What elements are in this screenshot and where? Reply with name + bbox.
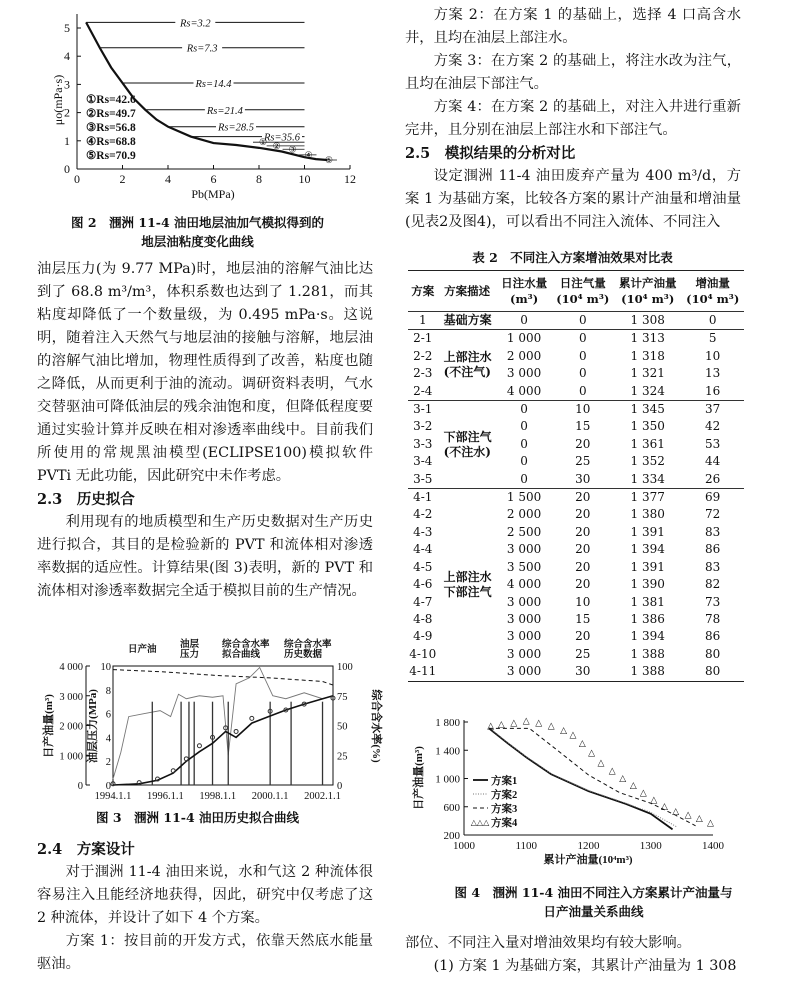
figure-3-caption: 图 3 涠洲 11-4 油田历史拟合曲线 bbox=[95, 810, 300, 825]
table-cell: 0 bbox=[520, 454, 528, 469]
cell-scheme: 2-3 bbox=[413, 366, 433, 381]
legend-entry: 油层压力 bbox=[180, 640, 200, 660]
table-cell: 0 bbox=[578, 383, 587, 398]
table-cell: 1 381 bbox=[630, 594, 665, 609]
x-tick-label: 6 bbox=[210, 172, 217, 186]
y-tick-label: 4 bbox=[64, 49, 70, 64]
series-4-point: △ bbox=[510, 717, 518, 728]
section-heading-2-4: 2.4 方案设计 bbox=[37, 841, 135, 858]
table-cell: 25 bbox=[575, 646, 591, 661]
x-tick-label: 1100 bbox=[515, 840, 538, 852]
cell-description: 基础方案 bbox=[438, 312, 497, 330]
table-cell: 20 bbox=[575, 577, 591, 592]
table-cell: 20 bbox=[575, 542, 591, 557]
table-cell: 20 bbox=[575, 629, 591, 644]
figure-4-chart bbox=[400, 700, 787, 870]
table-cell: 0 bbox=[551, 330, 614, 348]
series-4-point: △ bbox=[619, 772, 627, 783]
cell-scheme: 3-5 bbox=[413, 471, 433, 486]
cell-scheme: 3-4 bbox=[413, 454, 433, 469]
table-cell: 3 000 bbox=[506, 542, 542, 557]
section-heading-2-5: 2.5 模拟结果的分析对比 bbox=[405, 145, 576, 162]
table-cell: 15 bbox=[575, 611, 591, 626]
curve-marker: ② bbox=[272, 140, 281, 151]
legend-entry: 方案1 bbox=[491, 776, 518, 787]
table-cell: 82 bbox=[705, 577, 721, 592]
table-cell: 10 bbox=[551, 401, 614, 419]
table-cell: 83 bbox=[705, 559, 721, 574]
table-cell: 13 bbox=[705, 366, 721, 381]
legend-entry: 方案4 bbox=[491, 818, 518, 829]
table-cell: 1 500 bbox=[497, 489, 552, 507]
series-方案3 bbox=[489, 728, 696, 825]
figure-2-chart bbox=[0, 0, 395, 212]
table-cell: 1 394 bbox=[630, 629, 665, 644]
legend-entry: 综合含水率拟合曲线 bbox=[222, 640, 270, 660]
table-cell: 0 bbox=[520, 419, 528, 434]
column-header: 日注水量 (m³) bbox=[501, 276, 548, 306]
y-tick-label-right: 100 bbox=[337, 662, 353, 673]
cell-scheme: 3-1 bbox=[408, 401, 438, 419]
body-paragraph: 利用现有的地质模型和生产历史数据对生产历史进行拟合，其目的是检验新的 PVT 和流体相对渗透率数据的适应性。计算结果(图 3)表明，新的 PVT 和流体相对渗透率数据完全适于模拟目前的生产情况。 bbox=[37, 514, 373, 599]
y-tick-label-mid: 2 bbox=[105, 757, 111, 769]
body-paragraph: 对于涠洲 11-4 油田来说，水和气这 2 种流体很容易注入且能经济地获得，因此，研究中仅考虑了这 2 种流体，并设计了如下 4 个方案。 bbox=[37, 864, 373, 926]
table-cell: 73 bbox=[705, 594, 721, 609]
y-tick-label-mid: 10 bbox=[100, 662, 111, 673]
cell-scheme: 2-2 bbox=[413, 348, 433, 363]
table-cell: 2 000 bbox=[506, 507, 542, 522]
table-cell: 1 391 bbox=[630, 559, 665, 574]
column-header: 日注气量 (10⁴ m³) bbox=[556, 276, 610, 306]
table-cell: 30 bbox=[575, 471, 591, 486]
figure-3-chart bbox=[0, 638, 395, 808]
series-4-point: △ bbox=[487, 720, 495, 731]
x-tick-label: 2002.1.1 bbox=[304, 791, 341, 802]
cell-scheme: 4-7 bbox=[413, 594, 433, 609]
table-cell: 1 318 bbox=[630, 348, 665, 363]
table-row bbox=[408, 330, 744, 348]
table-cell: 1 350 bbox=[630, 419, 665, 434]
cell-description: 下部注气 (不注水) bbox=[438, 401, 497, 489]
table-cell: 20 bbox=[575, 524, 591, 539]
table-cell: 1 308 bbox=[614, 312, 681, 330]
series-4-point: △ bbox=[522, 715, 530, 726]
rs-label: Rs=35.6 bbox=[264, 132, 300, 144]
y-tick-label-mid: 6 bbox=[105, 709, 111, 721]
cell-scheme: 4-10 bbox=[409, 646, 437, 661]
table-row bbox=[408, 401, 744, 419]
table-cell: 4 000 bbox=[506, 383, 542, 398]
figure-2-caption bbox=[0, 213, 395, 251]
cell-scheme: 4-9 bbox=[413, 629, 433, 644]
body-paragraph: 方案 2：在方案 1 的基础上，选择 4 口高含水井，且均在油层上部注水。 bbox=[405, 7, 741, 46]
series-4-point: △ bbox=[629, 779, 637, 790]
table-cell: 5 bbox=[681, 330, 744, 348]
table-cell: 3 000 bbox=[506, 611, 542, 626]
table-cell: 53 bbox=[705, 436, 721, 451]
y-tick-label-right: 0 bbox=[337, 781, 343, 792]
legend-entry: ⑤Rs=70.9 bbox=[86, 150, 136, 162]
table-cell: 42 bbox=[705, 419, 721, 434]
cell-scheme: 4-5 bbox=[413, 559, 433, 574]
table-cell: 78 bbox=[705, 611, 721, 626]
table-cell: 16 bbox=[705, 383, 721, 398]
body-paragraph: 部位、不同注入量对增油效果均有较大影响。 bbox=[405, 935, 691, 951]
curve-marker: ④ bbox=[304, 149, 313, 160]
table-cell: 0 bbox=[681, 312, 744, 330]
column-header: 方案 bbox=[411, 284, 435, 298]
table-cell: 1 321 bbox=[630, 366, 665, 381]
pressure-line bbox=[113, 670, 333, 685]
caption-line: 图 4 涠洲 11-4 油田不同注入方案累计产油量与 bbox=[454, 885, 733, 900]
y-tick-label-left: 4 000 bbox=[59, 662, 83, 673]
table-cell: 1 377 bbox=[614, 489, 681, 507]
table-cell: 1 334 bbox=[630, 471, 665, 486]
watercut-history-point bbox=[197, 744, 201, 748]
cell-scheme: 4-3 bbox=[413, 524, 433, 539]
body-paragraph: 方案 3：在方案 2 的基础上，将注水改为注气，且均在油层下部注气。 bbox=[405, 53, 741, 92]
table-cell: 0 bbox=[578, 348, 587, 363]
rs-label: Rs=21.4 bbox=[206, 105, 243, 117]
y-tick-label-left: 1 000 bbox=[59, 751, 83, 763]
column-header: 增油量 (10⁴ m³) bbox=[686, 276, 740, 306]
table-cell: 1 380 bbox=[630, 507, 665, 522]
body-paragraph: (1) 方案 1 为基础方案，其累计产油量为 1 308 bbox=[433, 958, 737, 974]
table-cell: 25 bbox=[575, 454, 591, 469]
table-cell: 1 388 bbox=[630, 646, 665, 661]
caption-line: 地层油粘度变化曲线 bbox=[141, 234, 254, 249]
table-cell: 3 000 bbox=[506, 629, 542, 644]
cell-scheme: 2-1 bbox=[408, 330, 438, 348]
body-paragraph: 方案 4：在方案 2 的基础上，对注入井进行重新完井，且分别在油层上部注水和下部注气。 bbox=[405, 99, 741, 138]
cell-description: 上部注水 下部注气 bbox=[438, 489, 497, 681]
table-cell: 86 bbox=[705, 629, 721, 644]
legend-entry: ③Rs=56.8 bbox=[86, 122, 136, 134]
legend-entry: ②Rs=49.7 bbox=[86, 108, 136, 120]
y-tick-label-left: 3 000 bbox=[59, 691, 83, 703]
series-4-point: △ bbox=[535, 717, 543, 728]
y-tick-label-right: 50 bbox=[337, 721, 348, 733]
table-cell: 80 bbox=[705, 664, 721, 679]
plot-frame bbox=[113, 666, 333, 785]
legend-entry: 方案2 bbox=[491, 790, 518, 801]
x-tick-label: 2 bbox=[119, 172, 126, 186]
y-tick-label-right: 25 bbox=[337, 751, 348, 763]
table-cell: 2 000 bbox=[506, 348, 542, 363]
table-cell: 86 bbox=[705, 542, 721, 557]
x-axis-label: Pb(MPa) bbox=[191, 187, 235, 201]
cell-scheme: 4-8 bbox=[413, 611, 433, 626]
table-cell: 1 352 bbox=[630, 454, 665, 469]
caption-line: 图 2 涠洲 11-4 油田地层油加气模拟得到的 bbox=[70, 215, 325, 230]
legend-entry: ④Rs=68.8 bbox=[86, 136, 136, 148]
x-tick-label: 1994.1.1 bbox=[94, 791, 132, 802]
table-cell: 3 000 bbox=[506, 366, 542, 381]
y-tick-label-mid: 0 bbox=[105, 781, 111, 792]
cell-scheme: 3-3 bbox=[413, 436, 433, 451]
x-tick-label: 1400 bbox=[702, 840, 724, 852]
series-4-point: △ bbox=[560, 724, 568, 735]
rs-label: Rs=14.4 bbox=[195, 78, 232, 90]
watercut-history-point bbox=[234, 729, 238, 733]
section-heading-2-3: 2.3 历史拟合 bbox=[37, 491, 135, 508]
series-4-point: △ bbox=[639, 787, 647, 798]
y-tick-label: 1 000 bbox=[435, 773, 460, 786]
y-axis-label-right: 综合含水率(%) bbox=[370, 689, 382, 763]
series-4-point: △ bbox=[672, 805, 680, 816]
table-cell: 0 bbox=[578, 366, 587, 381]
x-tick-label: 4 bbox=[165, 172, 171, 186]
watercut-history-point bbox=[250, 716, 254, 720]
x-tick-label: 12 bbox=[344, 172, 356, 186]
y-tick-label: 3 bbox=[64, 77, 70, 92]
y-axis-label: 日产油量(m³) bbox=[413, 746, 425, 810]
cell-scheme: 4-11 bbox=[409, 664, 437, 679]
table-cell: 30 bbox=[575, 664, 591, 679]
y-axis-label-mid: 油层压力(MPa) bbox=[87, 689, 99, 763]
table-2 bbox=[408, 270, 744, 682]
watercut-fit-line bbox=[113, 696, 333, 785]
table-cell: 15 bbox=[575, 419, 591, 434]
x-tick-label: 0 bbox=[74, 172, 80, 186]
x-tick-label: 1300 bbox=[639, 840, 662, 852]
body-paragraph: 设定涠洲 11-4 油田废弃产量为 400 m³/d，方案 1 为基础方案，比较各方案的累计产油量和增油量(见表2及图4)，可以看出不同注入流体、不同注入 bbox=[405, 168, 741, 230]
table-cell: 1 313 bbox=[614, 330, 681, 348]
y-tick-label-right: 75 bbox=[337, 691, 348, 703]
legend-entry: 日产油 bbox=[128, 645, 157, 655]
table-cell: 4 000 bbox=[506, 577, 542, 592]
curve-marker: ③ bbox=[288, 144, 297, 155]
y-tick-label: 1 400 bbox=[435, 745, 460, 758]
table-cell: 0 bbox=[551, 312, 614, 330]
legend-entry: 综合含水率历史数据 bbox=[284, 640, 332, 660]
series-4-point: △ bbox=[497, 719, 505, 730]
series-4-point: △ bbox=[650, 794, 658, 805]
y-tick-label: 600 bbox=[443, 801, 460, 814]
series-4-point: △ bbox=[547, 720, 555, 731]
table-cell: 69 bbox=[681, 489, 744, 507]
table-cell: 26 bbox=[705, 471, 721, 486]
legend-swatch: △△△ bbox=[470, 818, 490, 827]
table-cell: 1 388 bbox=[630, 664, 665, 679]
x-axis-label: 累计产油量(10⁴m³) bbox=[543, 854, 633, 866]
column-header: 方案描述 bbox=[444, 284, 491, 298]
table-cell: 2 500 bbox=[506, 524, 542, 539]
y-axis-label-left: 日产油量(m³) bbox=[43, 694, 55, 758]
x-tick-label: 1000 bbox=[453, 840, 475, 852]
table-cell: 3 000 bbox=[506, 646, 542, 661]
caption-line: 日产油量关系曲线 bbox=[543, 904, 644, 919]
cell-scheme: 4-4 bbox=[413, 542, 433, 557]
series-4-point: △ bbox=[608, 765, 616, 776]
table-cell: 0 bbox=[520, 436, 528, 451]
table-cell: 1 345 bbox=[614, 401, 681, 419]
series-4-point: △ bbox=[660, 801, 668, 812]
table-cell: 1 000 bbox=[497, 330, 552, 348]
series-4-point: △ bbox=[597, 757, 605, 768]
table-cell: 0 bbox=[497, 312, 552, 330]
table-cell: 1 361 bbox=[630, 436, 665, 451]
series-4-point: △ bbox=[684, 809, 692, 820]
x-tick-label: 10 bbox=[298, 172, 311, 186]
x-tick-label: 1200 bbox=[577, 840, 600, 852]
series-4-point: △ bbox=[569, 729, 577, 740]
y-tick-label: 2 bbox=[64, 105, 70, 120]
daily-oil-line bbox=[113, 667, 333, 779]
y-tick-label-left: 2 000 bbox=[59, 721, 83, 733]
series-4-point: △ bbox=[588, 747, 596, 758]
cell-scheme: 3-2 bbox=[413, 419, 433, 434]
cell-scheme: 4-1 bbox=[408, 489, 438, 507]
x-tick-label: 1996.1.1 bbox=[147, 791, 184, 802]
table-cell: 3 000 bbox=[506, 664, 542, 679]
table-2-caption: 表 2 不同注入方案增油效果对比表 bbox=[472, 250, 673, 265]
table-cell: 3 500 bbox=[506, 559, 542, 574]
table-cell: 1 391 bbox=[630, 524, 665, 539]
table-row bbox=[408, 489, 744, 507]
series-4-point: △ bbox=[707, 817, 714, 828]
y-tick-label-left: 0 bbox=[77, 781, 83, 792]
y-tick-label: 1 bbox=[64, 133, 70, 148]
table-cell: 1 386 bbox=[630, 611, 665, 626]
rs-label: Rs=7.3 bbox=[186, 43, 218, 55]
cell-description: 上部注水 (不注气) bbox=[438, 330, 497, 401]
table-cell: 37 bbox=[681, 401, 744, 419]
table-cell: 20 bbox=[575, 436, 591, 451]
table-cell: 20 bbox=[575, 559, 591, 574]
curve-marker: ① bbox=[258, 137, 268, 148]
table-cell: 10 bbox=[705, 348, 721, 363]
table-cell: 3 000 bbox=[506, 594, 542, 609]
table-row bbox=[408, 312, 744, 330]
column-header: 累计产油量 (10⁴ m³) bbox=[618, 276, 677, 306]
y-tick-label-mid: 8 bbox=[105, 685, 111, 697]
table-cell: 1 324 bbox=[630, 383, 665, 398]
cell-scheme: 2-4 bbox=[413, 383, 433, 398]
cell-scheme: 4-2 bbox=[413, 507, 433, 522]
series-4-point: △ bbox=[578, 738, 586, 749]
x-tick-label: 2000.1.1 bbox=[251, 791, 289, 802]
table-cell: 10 bbox=[575, 594, 591, 609]
rs-label: Rs=28.5 bbox=[218, 122, 254, 134]
table-cell: 20 bbox=[575, 507, 591, 522]
body-paragraph: 方案 1：按目前的开发方式，依靠天然底水能量驱油。 bbox=[37, 933, 373, 972]
rs-label: Rs=3.2 bbox=[179, 18, 211, 30]
y-tick-label: 200 bbox=[443, 830, 460, 842]
legend-entry: 方案3 bbox=[491, 804, 518, 815]
y-tick-label: 1 800 bbox=[435, 717, 460, 729]
x-tick-label: 8 bbox=[256, 172, 262, 186]
table-cell: 72 bbox=[705, 507, 721, 522]
cell-scheme: 1 bbox=[408, 312, 438, 330]
body-paragraph: 油层压力(为 9.77 MPa)时，地层油的溶解气油比达到了 68.8 m³/m³，体积系数也达到了 1.281，而其粘度却降低了一个数量级，为 0.495 mPa·s。这说明，随着注入天然气与地层油的接触与溶解，地层油的溶解气油比增加，物理性质得到了改善，粘度也随之降低，从而更利于油的流动。调研资料表明，气水交替驱油可降低油层的残余油饱和度，但降低程度要通过实验计算并反映在相对渗透率曲线中。目前我们所使用的常规黑油模型(ECLIPSE100)模拟软件 PVTi 无此功能，因此研究中未作考虑。 bbox=[37, 261, 373, 484]
table-cell: 1 394 bbox=[630, 542, 665, 557]
table-cell: 83 bbox=[705, 524, 721, 539]
curve-marker: ⑤ bbox=[324, 154, 334, 165]
y-tick-label: 0 bbox=[64, 162, 70, 176]
cell-scheme: 4-6 bbox=[413, 577, 433, 592]
x-tick-label: 1998.1.1 bbox=[199, 791, 237, 802]
table-cell: 80 bbox=[705, 646, 721, 661]
y-axis-label: μo(mPa·s) bbox=[51, 74, 65, 126]
legend-entry: ①Rs=42.6 bbox=[86, 94, 136, 106]
y-tick-label: 5 bbox=[64, 21, 70, 35]
series-4-point: △ bbox=[695, 813, 703, 824]
table-cell: 44 bbox=[705, 454, 721, 469]
figure-4-caption bbox=[400, 883, 787, 921]
table-cell: 0 bbox=[497, 401, 552, 419]
table-cell: 20 bbox=[551, 489, 614, 507]
table-cell: 1 390 bbox=[630, 577, 665, 592]
y-tick-label-mid: 4 bbox=[105, 733, 111, 745]
table-cell: 0 bbox=[520, 471, 528, 486]
